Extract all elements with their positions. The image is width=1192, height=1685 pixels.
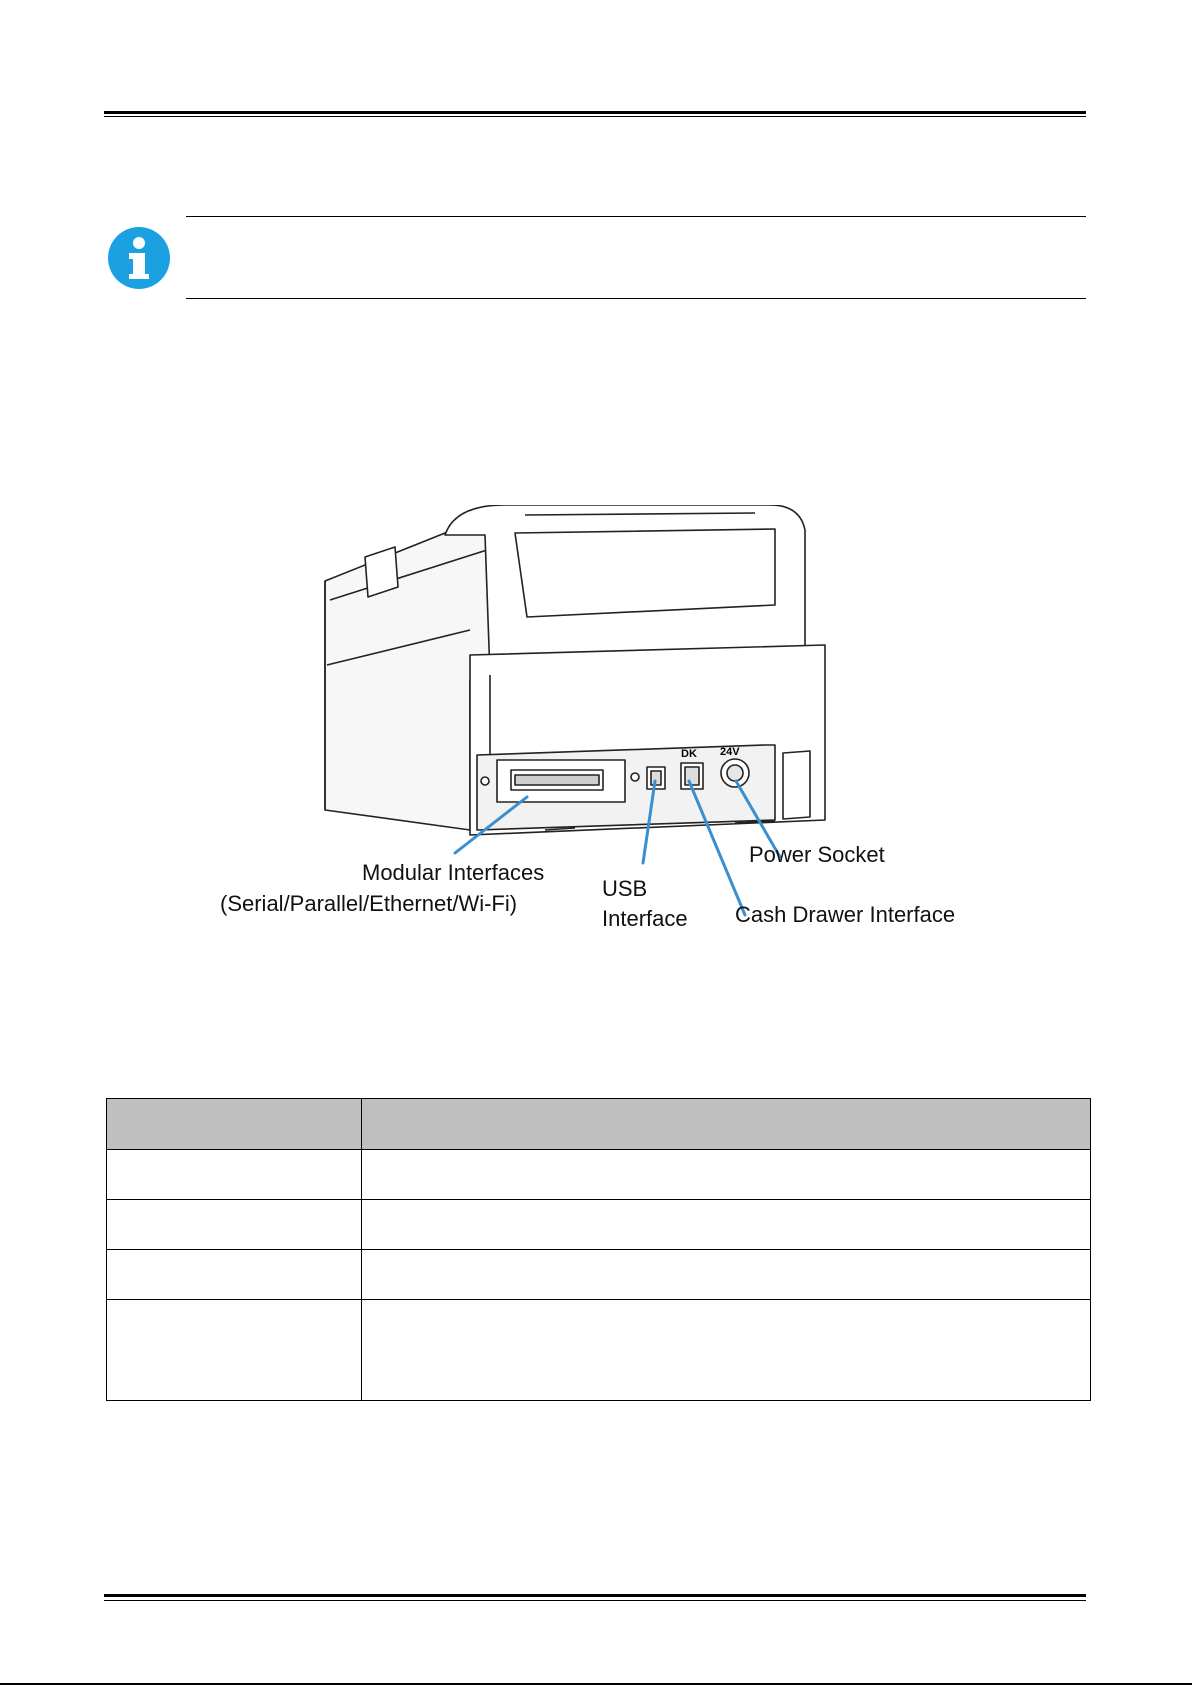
table-cell (362, 1200, 1091, 1250)
modular-interfaces-line2: (Serial/Parallel/Ethernet/Wi-Fi) (220, 891, 518, 916)
interface-table (106, 1098, 1091, 1401)
table-cell (107, 1300, 362, 1401)
table-cell (107, 1250, 362, 1300)
header-rule-thin (104, 116, 1086, 117)
power-socket-label (749, 842, 885, 868)
cash-drawer-text: Cash Drawer Interface (735, 902, 956, 927)
table-row (107, 1150, 1091, 1200)
table-cell (107, 1200, 362, 1250)
table-cell (362, 1300, 1091, 1401)
header-rule (104, 111, 1086, 114)
power-socket-text: Power Socket (749, 842, 885, 867)
usb-line2: Interface (602, 906, 688, 931)
table-header-cell (362, 1099, 1091, 1150)
table-header-row (107, 1099, 1091, 1150)
voltage-label: 24V (720, 746, 740, 758)
table-row (107, 1250, 1091, 1300)
modular-interfaces-line1: Modular Interfaces (362, 860, 545, 885)
info-icon (107, 226, 171, 290)
modular-interfaces-label (362, 860, 544, 886)
table-row (107, 1300, 1091, 1401)
note-top-rule (186, 216, 1086, 217)
modular-interfaces-sublabel (220, 891, 517, 917)
table-cell (107, 1150, 362, 1200)
printer-rear-figure (215, 505, 985, 935)
printer-drawing (215, 505, 985, 935)
note-bottom-rule (186, 298, 1086, 299)
table-cell (362, 1150, 1091, 1200)
footer-rule-thin (104, 1600, 1086, 1601)
usb-interface-label (602, 876, 688, 932)
footer-rule (104, 1594, 1086, 1597)
usb-line1: USB (602, 876, 648, 901)
cash-drawer-interface-label (735, 902, 955, 928)
dk-label: DK (681, 748, 697, 760)
table-cell (362, 1250, 1091, 1300)
table-header-cell (107, 1099, 362, 1150)
table-row (107, 1200, 1091, 1250)
